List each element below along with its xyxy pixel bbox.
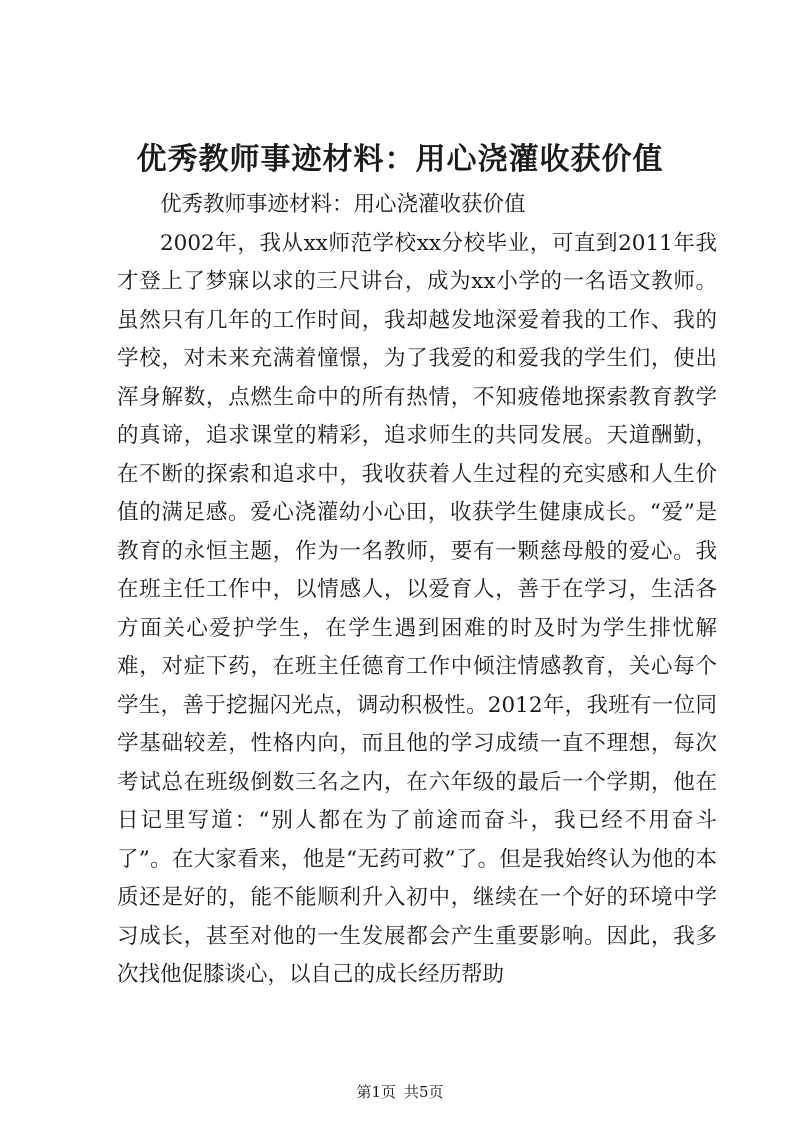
document-body xyxy=(117,186,717,995)
page-number: 第1页 xyxy=(356,1083,396,1101)
document-title: 优秀教师事迹材料：用心浇灌收获价值 xyxy=(136,142,664,177)
page-total: 共5页 xyxy=(404,1083,444,1101)
body-paragraph: 2002年，我从xx师范学校xx分校毕业，可直到2011年我才登上了梦寐以求的三尺讲台，成为xx小学的一名语文教师。虽然只有几年的工作时间，我却越发地深爱着我的工作、我的学校，对未来充满着憧憬，为了我爱的和爱我的学生们，使出浑身解数，点燃生命中的所有热情，不知疲倦地探索教育教学的真谛，追求课堂的精彩，追求师生的共同发展。天道酬勤，在不断的探索和追求中，我收获着人生过程的充实感和人生价值的满足感。爱心浇灌幼小心田，收获学生健康成长。“爱”是教育的永恒主题，作为一名教师，要有一颗慈母般的爱心。我在班主任工作中，以情感人，以爱育人，善于在学习，生活各方面关心爱护学生，在学生遇到困难的时及时为学生排忧解难，对症下药，在班主任德育工作中倾注情感教育，关心每个学生，善于挖掘闪光点，调动积极性。2012年，我班有一位同学基础较差，性格内向，而且他的学习成绩一直不理想，每次考试总在班级倒数三名之内，在六年级的最后一个学期，他在日记里写道：“别人都在为了前途而奋斗，我已经不用奋斗了”。在大家看来，他是“无药可救”了。但是我始终认为他的本质还是好的，能不能顺利升入初中，继续在一个好的环境中学习成长，甚至对他的一生发展都会产生重要影响。因此，我多次找他促膝谈心，以自己的成长经历帮助 xyxy=(117,230,717,987)
subtitle-paragraph: 优秀教师事迹材料：用心浇灌收获价值 xyxy=(160,192,526,217)
page-footer xyxy=(0,1082,800,1102)
